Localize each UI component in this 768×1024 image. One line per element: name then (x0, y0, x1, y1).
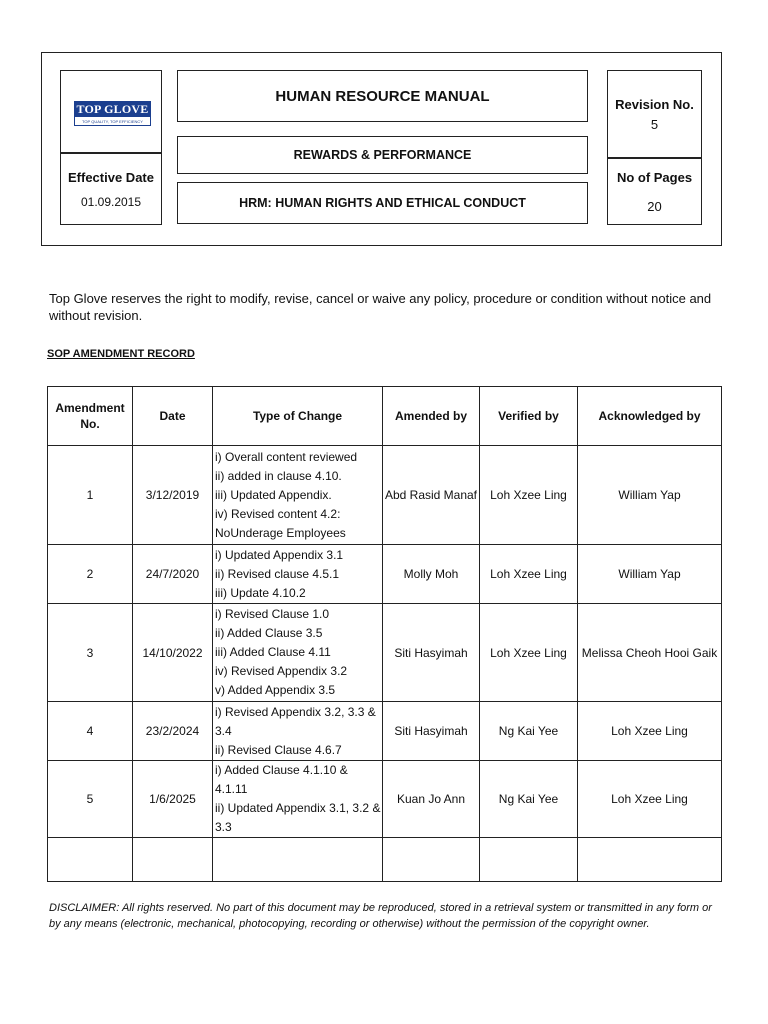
cell-acknowledged-by (578, 838, 722, 882)
change-item: i) Revised Appendix 3.2, 3.3 & 3.4 (215, 704, 376, 738)
table-row (48, 838, 722, 882)
header-type-of-change: Type of Change (213, 387, 383, 446)
change-item: iii) Update 4.10.2 (215, 585, 306, 600)
change-item: i) Revised Clause 1.0 (215, 607, 330, 621)
change-item: iv) Revised content 4.2: (215, 506, 341, 521)
change-item: iii) Updated Appendix. (215, 487, 332, 502)
cell-amendment-no: 5 (48, 761, 133, 838)
cell-acknowledged-by: William Yap (578, 446, 722, 545)
table-body (48, 446, 722, 882)
cell-amendment-no: 3 (48, 604, 133, 702)
header-verified-by: Verified by (480, 387, 578, 446)
cell-amended-by: Kuan Jo Ann (383, 761, 480, 838)
cell-type-of-change (213, 761, 383, 838)
cell-acknowledged-by: Melissa Cheoh Hooi Gaik (578, 604, 722, 702)
table-row (48, 545, 722, 604)
cell-date (133, 838, 213, 882)
change-item: i) Added Clause 4.1.10 & 4.1.11 (215, 763, 348, 796)
cell-verified-by: Loh Xzee Ling (480, 545, 578, 604)
sop-amendment-heading: SOP AMENDMENT RECORD (47, 348, 195, 360)
cell-date: 14/10/2022 (133, 604, 213, 702)
cell-amendment-no: 1 (48, 446, 133, 545)
table-header-row (48, 387, 722, 446)
pages-cell (607, 158, 702, 225)
table-row (48, 604, 722, 702)
cell-date: 24/7/2020 (133, 545, 213, 604)
cell-verified-by: Loh Xzee Ling (480, 604, 578, 702)
section-title: REWARDS & PERFORMANCE (177, 136, 588, 174)
disclaimer: DISCLAIMER: All rights reserved. No part of this document may be reproduced, stored in a retrieval system or transmitted in any form or by any means (electronic, mechanical, photocopying, recording or otherwise) without the permission of the copyright owner. (49, 902, 712, 930)
cell-type-of-change (213, 604, 383, 702)
change-item: ii) Revised clause 4.5.1 (215, 566, 340, 581)
logo-name: TOP GLOVE (76, 102, 149, 116)
cell-type-of-change (213, 545, 383, 604)
change-item: v) Added Appendix 3.5 (215, 683, 336, 697)
header-amended-by: Amended by (383, 387, 480, 446)
cell-date: 23/2/2024 (133, 702, 213, 761)
header-date: Date (133, 387, 213, 446)
change-item: ii) added in clause 4.10. (215, 468, 342, 483)
top-glove-logo (74, 101, 151, 126)
manual-title: HUMAN RESOURCE MANUAL (177, 70, 588, 122)
effective-date-label: Effective Date (68, 169, 154, 185)
cell-verified-by: Loh Xzee Ling (480, 446, 578, 545)
subsection-title: HRM: HUMAN RIGHTS AND ETHICAL CONDUCT (177, 182, 588, 224)
cell-amendment-no: 4 (48, 702, 133, 761)
table-row (48, 446, 722, 545)
cell-acknowledged-by: Loh Xzee Ling (578, 702, 722, 761)
cell-type-of-change (213, 702, 383, 761)
cell-amended-by (383, 838, 480, 882)
change-item: i) Overall content reviewed (215, 449, 358, 464)
cell-amended-by: Molly Moh (383, 545, 480, 604)
cell-amendment-no (48, 838, 133, 882)
table-row (48, 761, 722, 838)
cell-amended-by: Siti Hasyimah (383, 702, 480, 761)
cell-type-of-change (213, 838, 383, 882)
pages-value: 20 (647, 198, 662, 214)
revision-value: 5 (650, 117, 659, 132)
table-row (48, 702, 722, 761)
amendment-table (47, 386, 722, 882)
cell-acknowledged-by: Loh Xzee Ling (578, 761, 722, 838)
change-item: iii) Added Clause 4.11 (215, 645, 331, 659)
header-acknowledged-by: Acknowledged by (578, 387, 722, 446)
change-item: ii) Added Clause 3.5 (215, 626, 323, 640)
revision-label: Revision No. (615, 97, 694, 112)
cell-type-of-change (213, 446, 383, 545)
revision-cell (607, 70, 702, 158)
cell-acknowledged-by: William Yap (578, 545, 722, 604)
change-item: ii) Updated Appendix 3.1, 3.2 & 3.3 (215, 801, 381, 834)
cell-amendment-no: 2 (48, 545, 133, 604)
effective-date-value: 01.09.2015 (80, 194, 142, 209)
cell-date: 1/6/2025 (133, 761, 213, 838)
change-item: NoUnderage Employees (215, 525, 346, 540)
pages-label: No of Pages (616, 169, 693, 185)
header-amendment-no: Amendment No. (48, 387, 133, 446)
change-item: iv) Revised Appendix 3.2 (215, 664, 348, 678)
cell-verified-by (480, 838, 578, 882)
logo-tagline: TOP QUALITY, TOP EFFICIENCY (82, 119, 143, 124)
effective-date-cell (60, 153, 162, 225)
change-item: ii) Revised Clause 4.6.7 (215, 742, 342, 757)
logo-cell (60, 70, 162, 153)
cell-date: 3/12/2019 (133, 446, 213, 545)
change-item: i) Updated Appendix 3.1 (215, 547, 344, 562)
cell-verified-by: Ng Kai Yee (480, 761, 578, 838)
cell-amended-by: Abd Rasid Manaf (383, 446, 480, 545)
rights-notice: Top Glove reserves the right to modify, revise, cancel or waive any policy, procedure or condition without notice and without revision. (49, 291, 712, 323)
cell-amended-by: Siti Hasyimah (383, 604, 480, 702)
cell-verified-by: Ng Kai Yee (480, 702, 578, 761)
